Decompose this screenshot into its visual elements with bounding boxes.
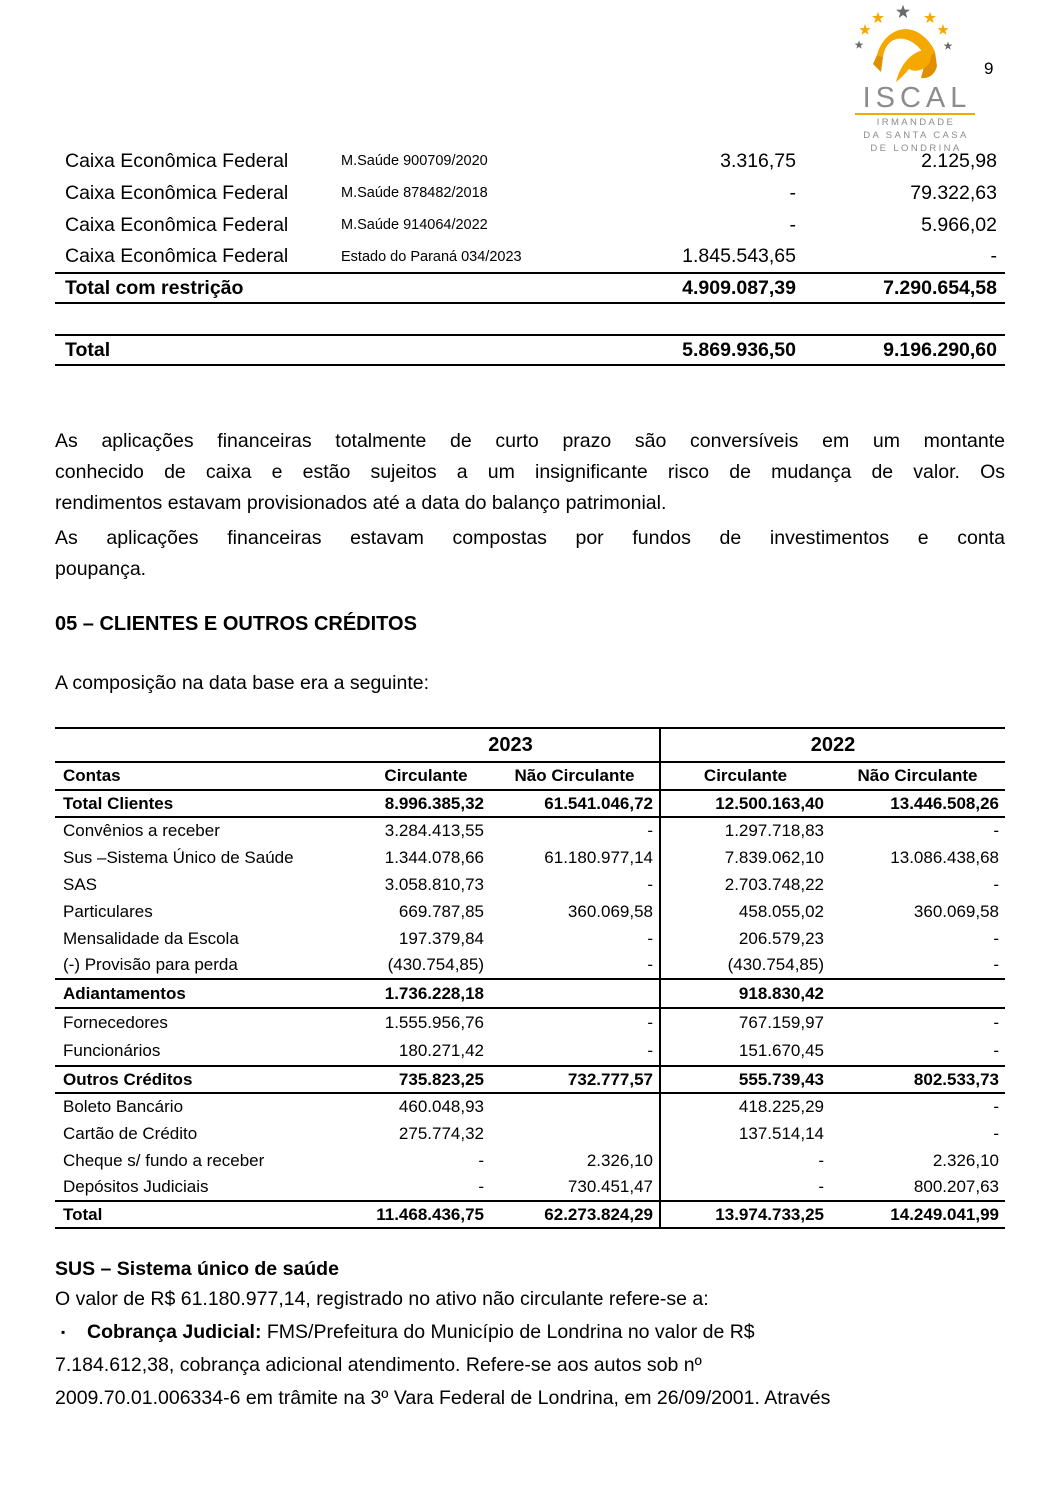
table-row: [55, 952, 1005, 979]
cell-c22: -: [818, 1150, 824, 1170]
cell-nc23: 61.541.046,72: [490, 790, 660, 817]
table-row: [55, 817, 1005, 844]
cell-2023: 5.869.936,50: [565, 335, 800, 365]
cell-c22: 13.974.733,25: [715, 1204, 824, 1224]
cell-nc23: -: [490, 925, 660, 952]
column-header-row: [55, 762, 1005, 790]
cell-label: Convênios a receber: [63, 821, 220, 840]
cell-c23: 3.284.413,55: [384, 821, 484, 840]
cell-label: Particulares: [63, 901, 153, 921]
cell-nc23: 732.777,57: [490, 1066, 660, 1093]
logo-subtitle-3: DE LONDRINA: [870, 143, 962, 154]
cell-nc23: [490, 979, 660, 1008]
cell-2022: 7.290.654,58: [800, 273, 1005, 303]
cell-2023: -: [789, 213, 796, 236]
cell-2023: 4.909.087,39: [565, 273, 800, 303]
cell-label: (-) Provisão para perda: [55, 952, 362, 979]
table-row: [55, 177, 1005, 209]
logo-subtitle-1: IRMANDADE: [876, 117, 956, 128]
cell-c22: 2.703.748,22: [724, 874, 824, 894]
cell-label: Mensalidade da Escola: [63, 928, 239, 948]
header-nao-circulante-2022: Não Circulante: [830, 762, 1005, 790]
table-row-total-clientes: [55, 790, 1005, 817]
cell-label: Outros Créditos: [55, 1066, 362, 1093]
cell-c23: -: [478, 1150, 484, 1170]
cell-nc22: 800.207,63: [830, 1174, 1005, 1201]
table-row: [55, 1093, 1005, 1120]
cell-c23: -: [362, 1174, 490, 1201]
cell-nc22: 802.533,73: [830, 1066, 1005, 1093]
page-number: 9: [984, 59, 994, 78]
cell-nc22: [830, 979, 1005, 1008]
page-content: [55, 0, 1005, 1415]
cell-label: Total: [55, 335, 565, 365]
sus-line: 7.184.612,38, cobrança adicional atendimento. Refere-se aos autos sob nº: [55, 1354, 702, 1376]
paragraph-financial-applications: [55, 426, 1005, 519]
cell-nc22: 2.326,10: [932, 1150, 999, 1170]
cell-c22: 458.055,02: [738, 901, 824, 921]
cell-2023: 3.316,75: [720, 149, 796, 172]
cell-nc23: 730.451,47: [490, 1174, 660, 1201]
cell-2022: -: [990, 245, 997, 267]
sus-line: O valor de R$ 61.180.977,14, registrado no ativo não circulante refere-se a:: [55, 1288, 709, 1310]
cell-nc22: -: [830, 1037, 1005, 1066]
cell-label: Funcionários: [55, 1037, 362, 1066]
clients-credits-table: [55, 727, 1005, 1229]
cell-label: Total: [63, 1204, 103, 1224]
year-2023-header: 2023: [362, 728, 660, 762]
header-contas: Contas: [55, 762, 362, 790]
table-row: [55, 1120, 1005, 1147]
cell-2022: 9.196.290,60: [800, 335, 1005, 365]
cell-c22: (430.754,85): [660, 952, 830, 979]
cell-c22: 1.297.718,83: [724, 821, 824, 840]
cell-nc23: -: [490, 952, 660, 979]
cell-nc22: -: [993, 928, 999, 948]
section-heading: 05 – CLIENTES E OUTROS CRÉDITOS: [55, 613, 417, 635]
cell-detail: M.Saúde 878482/2018: [341, 185, 488, 201]
cell-nc22: 360.069,58: [913, 901, 999, 921]
table-row: [55, 1008, 1005, 1037]
cell-nc22: -: [993, 821, 999, 840]
paragraph-line: conhecido de caixa e estão sujeitos a um insignificante risco de mudança de valor. Os: [55, 461, 1005, 483]
cell-nc22: 13.446.508,26: [830, 790, 1005, 817]
table-row: [55, 898, 1005, 925]
year-2022-header: 2022: [660, 728, 1005, 762]
table-row-total: [55, 1201, 1005, 1228]
restricted-funds-table: [55, 145, 1005, 366]
table-row: [55, 209, 1005, 241]
cell-c22: 918.830,42: [660, 979, 830, 1008]
bullet-rest-text: FMS/Prefeitura do Município de Londrina no valor de R$: [261, 1321, 755, 1343]
square-bullet-icon: ▪: [61, 1325, 66, 1339]
cell-c23: 180.271,42: [362, 1037, 490, 1066]
cell-nc22: 14.249.041,99: [890, 1204, 999, 1224]
cell-detail: M.Saúde 900709/2020: [341, 153, 488, 169]
cell-c23: 1.555.956,76: [384, 1013, 484, 1032]
cell-c23: 197.379,84: [398, 928, 484, 948]
paragraph-line: As aplicações financeiras estavam compostas por fundos de investimentos e conta: [55, 527, 1005, 549]
cell-c22: 206.579,23: [738, 928, 824, 948]
table-row: [55, 241, 1005, 273]
cell-label: Depósitos Judiciais: [55, 1174, 362, 1201]
table-row: [55, 1147, 1005, 1174]
cell-label: Total Clientes: [55, 790, 362, 817]
cell-nc23: 62.273.824,29: [490, 1201, 660, 1228]
logo-wordmark: ISCAL: [855, 85, 975, 115]
table-row: [55, 1174, 1005, 1201]
cell-nc23: [490, 1093, 660, 1120]
cell-c23: 1.344.078,66: [384, 847, 484, 867]
table-row-outros-creditos: [55, 1066, 1005, 1093]
cell-c23: (430.754,85): [362, 952, 490, 979]
cell-c22: -: [660, 1174, 830, 1201]
cell-c23: 735.823,25: [362, 1066, 490, 1093]
cell-c22: 7.839.062,10: [724, 847, 824, 867]
logo-subtitle-2: DA SANTA CASA: [863, 130, 969, 141]
cell-bank: Caixa Econômica Federal: [65, 181, 289, 204]
table-row: [55, 925, 1005, 952]
cell-label: Cartão de Crédito: [63, 1123, 198, 1143]
total-restricted-row: [55, 273, 1005, 303]
paragraph-composition: [55, 523, 1005, 585]
cell-c23: 669.787,85: [398, 901, 484, 921]
cell-detail: M.Saúde 914064/2022: [341, 217, 488, 233]
cell-detail: Estado do Paraná 034/2023: [341, 248, 522, 265]
cell-nc22: -: [993, 1097, 999, 1116]
cell-2022: 5.966,02: [921, 213, 997, 236]
header-nao-circulante-2023: Não Circulante: [490, 762, 660, 790]
cell-c23: 460.048,93: [398, 1097, 484, 1116]
cell-c23: 3.058.810,73: [384, 874, 484, 894]
cell-c23: 11.468.436,75: [376, 1204, 484, 1224]
cell-2022: 79.322,63: [910, 181, 997, 204]
sus-bullet-line: [55, 1316, 1005, 1349]
cell-nc23: -: [490, 1037, 660, 1066]
paragraph-line: poupança.: [55, 558, 147, 580]
cell-nc23: [490, 1120, 660, 1147]
cell-2022: 2.125,98: [921, 149, 997, 172]
section-intro: A composição na data base era a seguinte:: [55, 672, 430, 694]
header-circulante-2023: Circulante: [362, 762, 490, 790]
cell-nc22: -: [993, 1013, 999, 1032]
cell-c22: 151.670,45: [660, 1037, 830, 1066]
sus-heading: SUS – Sistema único de saúde: [55, 1258, 339, 1280]
cell-c22: 418.225,29: [738, 1097, 824, 1116]
cell-c22: 767.159,97: [738, 1013, 824, 1032]
cell-label: Boleto Bancário: [63, 1097, 184, 1116]
spacer-row: [55, 303, 1005, 335]
cell-label: Fornecedores: [63, 1013, 168, 1032]
cell-label: Total com restrição: [55, 273, 565, 303]
sus-line: 2009.70.01.006334-6 em trâmite na 3º Vara Federal de Londrina, em 26/09/2001. Através: [55, 1387, 831, 1409]
cell-bank: Caixa Econômica Federal: [65, 213, 289, 236]
cell-nc22: -: [993, 874, 999, 894]
bullet-bold-text: Cobrança Judicial:: [87, 1321, 262, 1343]
table-row: [55, 1037, 1005, 1066]
cell-nc22: -: [993, 1123, 999, 1143]
cell-c23: 275.774,32: [398, 1123, 484, 1143]
year-header-row: [55, 728, 1005, 762]
header-circulante-2022: Circulante: [660, 762, 830, 790]
cell-nc23: -: [490, 871, 660, 898]
table-row: [55, 871, 1005, 898]
cell-label: SAS: [63, 874, 98, 894]
cell-c22: 12.500.163,40: [660, 790, 830, 817]
cell-nc23: -: [490, 1008, 660, 1037]
cell-nc22: -: [830, 952, 1005, 979]
cell-bank: Caixa Econômica Federal: [65, 149, 289, 172]
cell-nc23: 61.180.977,14: [490, 844, 660, 871]
table-row-adiantamentos: [55, 979, 1005, 1008]
table-row: [55, 145, 1005, 177]
cell-label: Adiantamentos: [55, 979, 362, 1008]
cell-nc23: 360.069,58: [490, 898, 660, 925]
cell-c22: 137.514,14: [738, 1123, 824, 1143]
cell-nc23: -: [490, 817, 660, 844]
paragraph-line: As aplicações financeiras totalmente de curto prazo são conversíveis em um montante: [55, 430, 1005, 452]
cell-bank: Caixa Econômica Federal: [65, 245, 289, 267]
cell-c23: 1.736.228,18: [362, 979, 490, 1008]
cell-nc22: 13.086.438,68: [890, 847, 999, 867]
cell-c23: 8.996.385,32: [362, 790, 490, 817]
cell-empty: [55, 728, 362, 762]
cell-label: Cheque s/ fundo a receber: [63, 1150, 265, 1170]
table-row: [55, 844, 1005, 871]
cell-2023: 1.845.543,65: [682, 245, 796, 267]
cell-2023: -: [789, 181, 796, 204]
paragraph-line: rendimentos estavam provisionados até a data do balanço patrimonial.: [55, 492, 667, 514]
cell-c22: 555.739,43: [660, 1066, 830, 1093]
total-row: [55, 335, 1005, 365]
cell-label: Sus –Sistema Único de Saúde: [63, 847, 294, 867]
cell-nc23: 2.326,10: [490, 1147, 660, 1174]
